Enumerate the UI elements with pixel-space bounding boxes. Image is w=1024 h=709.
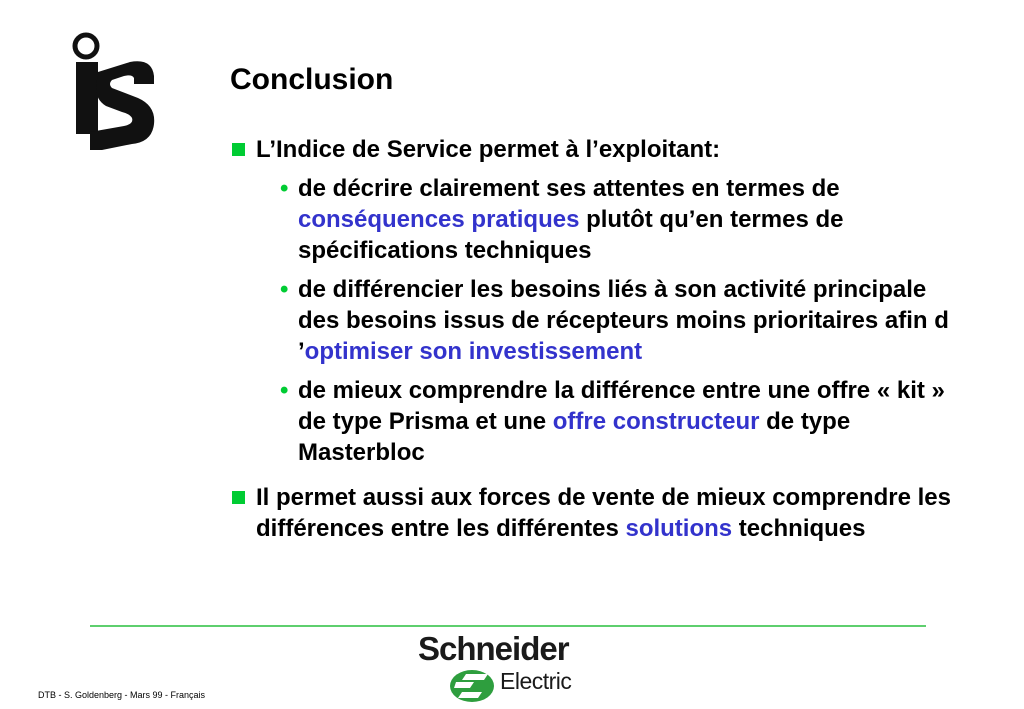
sub-bullet-3: • de mieux comprendre la différence entre une offre « kit » de type Prisma et une offre constructeur de type Masterbloc <box>280 377 945 466</box>
bullet-1-text: L’Indice de Service permet à l’exploitant: <box>256 136 721 163</box>
schneider-electric-logo-icon <box>448 664 498 704</box>
footer-text: DTB - S. Goldenberg - Mars 99 - Français <box>38 690 206 700</box>
divider-line <box>90 625 926 627</box>
dot-bullet-icon: • <box>280 175 289 202</box>
bullet-1 <box>230 134 970 165</box>
dot-bullet-icon: • <box>280 377 289 404</box>
is-logo <box>68 32 160 150</box>
sub-bullet-2: • de différencier les besoins liés à son activité principale des besoins issus de récepteurs moins prioritaires afin d ’optimiser son investissement <box>280 276 949 365</box>
dot-bullet-icon: • <box>280 276 289 303</box>
highlight-text: optimiser son investissement <box>304 338 643 365</box>
slide-title: Conclusion <box>230 63 394 96</box>
slide-content <box>230 134 970 544</box>
electric-logo-text: Electric <box>500 668 572 694</box>
sub-bullet-1: • de décrire clairement ses attentes en termes de conséquences pratiques plutôt qu’en termes de spécifications techniques <box>280 175 844 264</box>
bullet-2: Il permet aussi aux forces de vente de mieux comprendre les différences entre les différentes solutions techniques <box>230 482 970 544</box>
square-bullet-icon <box>232 143 245 156</box>
square-bullet-icon <box>232 491 245 504</box>
highlight-text: solutions <box>625 515 733 542</box>
highlight-text: offre constructeur <box>552 408 760 435</box>
schneider-logo-text: Schneider <box>418 630 569 667</box>
highlight-text: conséquences pratiques <box>298 206 580 233</box>
